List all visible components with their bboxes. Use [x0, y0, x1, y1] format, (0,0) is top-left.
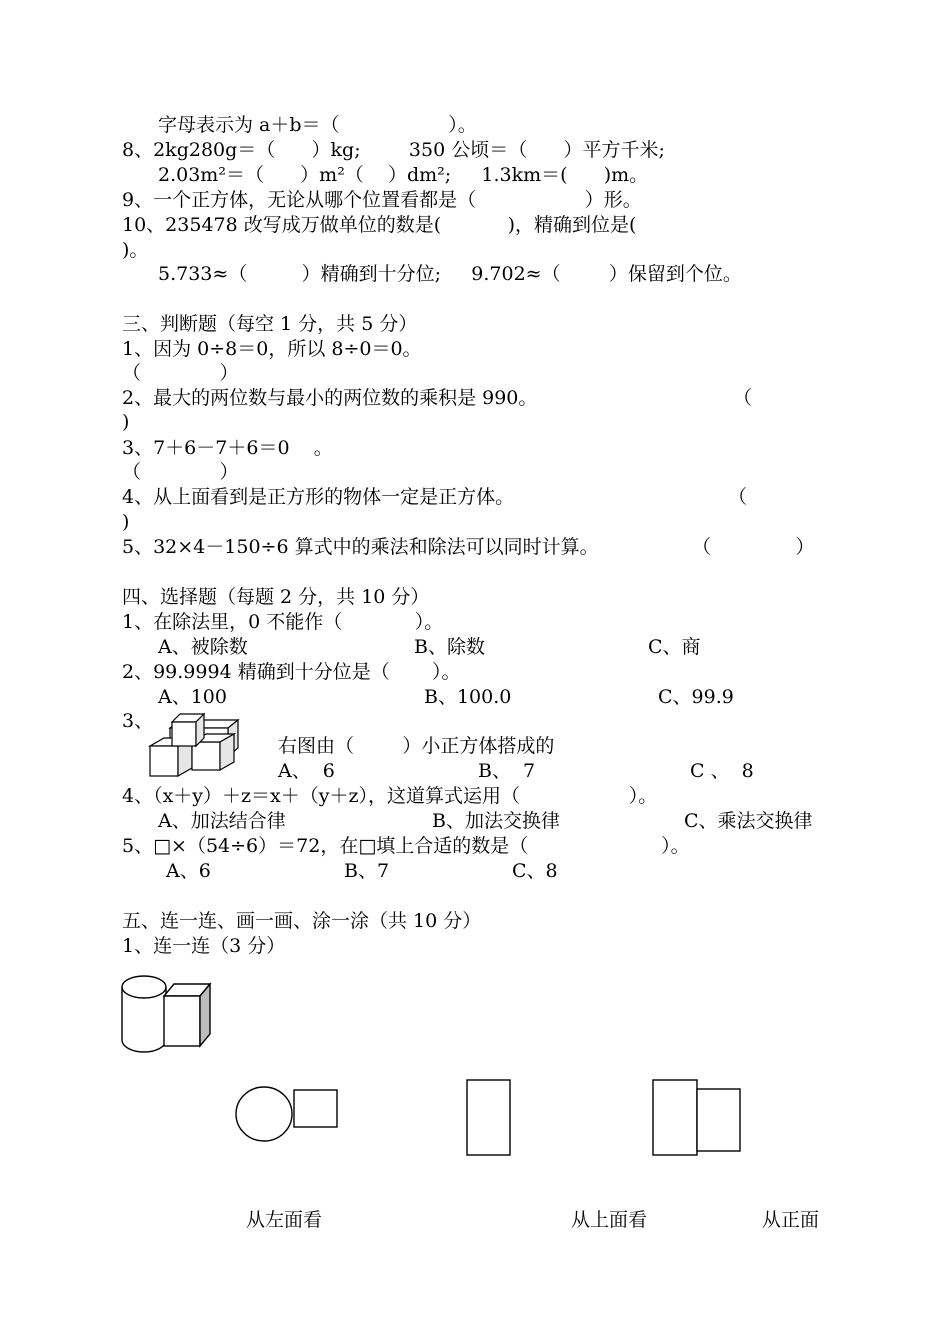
- judge-2: 2、最大的两位数与最小的两位数的乘积是 990。: [122, 387, 538, 409]
- choice-5-option-a: A、6: [166, 860, 211, 882]
- question-10: 10、235478 改写成万做单位的数是( )，精确到位是(: [122, 214, 637, 236]
- choice-5-option-c: C、8: [512, 860, 558, 882]
- two-rectangles-view-icon: [651, 1078, 745, 1158]
- question-10-rounding: 5.733≈（ ）精确到十分位; 9.702≈（ ）保留到个位。: [158, 263, 742, 285]
- tall-rectangle-view-icon: [465, 1078, 513, 1158]
- section-3-heading: 三、判断题（每空 1 分，共 5 分）: [122, 313, 418, 335]
- choice-2-option-a: A、100: [158, 686, 227, 708]
- judge-2-bracket-close: ): [122, 411, 130, 433]
- choice-1-option-a: A、被除数: [158, 636, 248, 658]
- choice-2: 2、99.9994 精确到十分位是（ ）。: [122, 661, 461, 683]
- connect-1: 1、连一连（3 分）: [122, 935, 286, 957]
- cube-stack-icon: [148, 712, 244, 778]
- choice-3-option-a: A、 6: [278, 760, 335, 782]
- choice-1-option-b: B、除数: [414, 636, 485, 658]
- choice-1-option-c: C、商: [648, 636, 701, 658]
- choice-3-option-b: B、 7: [478, 760, 536, 782]
- cylinder-cuboid-icon: [118, 974, 214, 1058]
- choice-1: 1、在除法里，0 不能作（ ）。: [122, 611, 444, 633]
- choice-2-option-c: C、99.9: [658, 686, 734, 708]
- judge-2-bracket-open: （: [733, 387, 753, 409]
- choice-3-stem: 右图由（ ）小正方体搭成的: [278, 735, 555, 757]
- circle-square-view-icon: [234, 1082, 342, 1144]
- judge-1: 1、因为 0÷8＝0，所以 8÷0＝0。: [122, 338, 422, 360]
- judge-3: 3、7＋6－7＋6＝0 。: [122, 437, 333, 459]
- judge-1-answer: （ ）: [122, 362, 239, 384]
- choice-3: 3、: [122, 710, 154, 732]
- text-line-1: 字母表示为 a＋b＝（ ）。: [158, 114, 477, 136]
- choice-2-option-b: B、100.0: [424, 686, 512, 708]
- choice-4-option-b: B、加法交换律: [432, 810, 560, 832]
- choice-4-option-c: C、乘法交换律: [684, 810, 813, 832]
- judge-3-answer: （ ）: [122, 461, 239, 483]
- choice-4: 4、（x＋y）＋z＝x＋（y＋z），这道算式运用（ ）。: [122, 785, 658, 807]
- judge-5: 5、32×4－150÷6 算式中的乘法和除法可以同时计算。: [122, 536, 599, 558]
- section-4-heading: 四、选择题（每题 2 分，共 10 分）: [122, 586, 430, 608]
- question-9: 9、一个正方体，无论从哪个位置看都是（ ）形。: [122, 189, 642, 211]
- question-8: 8、2kg280g＝（ ）kg; 350 公顷＝（ ）平方千米;: [122, 139, 665, 161]
- view-label-front: 从正面: [762, 1209, 820, 1231]
- choice-5-option-b: B、7: [344, 860, 390, 882]
- section-5-heading: 五、连一连、画一画、涂一涂（共 10 分）: [122, 910, 482, 932]
- judge-4: 4、从上面看到是正方形的物体一定是正方体。: [122, 486, 515, 508]
- judge-5-answer: （ ）: [692, 536, 815, 558]
- judge-4-bracket-open: （: [728, 486, 748, 508]
- judge-4-bracket-close: ): [122, 511, 130, 533]
- choice-4-option-a: A、加法结合律: [158, 810, 286, 832]
- choice-3-option-c: C 、 8: [690, 760, 754, 782]
- view-label-top: 从上面看: [571, 1209, 648, 1231]
- choice-5: 5、□×（54÷6）＝72，在□填上合适的数是（ ）。: [122, 835, 690, 857]
- question-10-end: )。: [122, 239, 149, 261]
- question-8-part-2: 2.03m²＝（ ）m²（ ）dm²; 1.3km＝( )m。: [158, 164, 649, 186]
- view-label-left: 从左面看: [246, 1209, 323, 1231]
